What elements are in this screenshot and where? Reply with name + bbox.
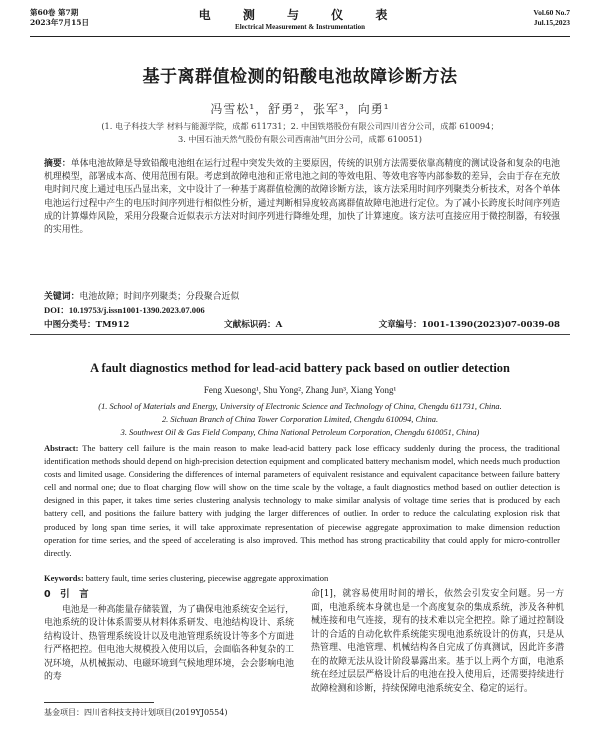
header-right [533,8,570,28]
article-number: 文章编号：1001-1390(2023)07-0039-08 [378,320,560,330]
footnote-rule [44,702,154,703]
keywords-cn-text: 电池故障；时间序列聚类；分段聚合近似 [79,292,240,302]
header-center [30,8,570,32]
date-cn: 2023年7月15日 [30,18,90,27]
volume-cn: 第60卷 第7期 [30,8,79,17]
section-rule [30,334,570,335]
paper-title-cn: 基于离群值检测的铅酸电池故障诊断方法 [142,67,458,87]
paper-title-en: A fault diagnostics method for lead-acid battery pack based on outlier detection [90,361,510,375]
clc-number: 中图分类号：TM912 [44,320,130,330]
affiliation-line: (1. School of Materials and Energy, University of Electronic Science and Technology of China, Chengdu 611731, China. [98,402,502,411]
funding-note: 基金项目：四川省科技支持计划项目(2019YJ0554) [44,708,228,717]
affiliations-en [40,400,560,439]
header-rule [30,36,570,37]
running-header [30,8,570,36]
keywords-cn-label: 关键词： [44,292,80,302]
affiliation-line: 3. Southwest Oil & Gas Field Company, China National Petroleum Corporation, Chengdu 610051, China) [120,428,480,437]
abstract-cn [44,158,560,237]
body-column-left [44,588,294,685]
abstract-cn-text: 单体电池故障是导致铅酸电池组在运行过程中突发失效的主要原因，传统的识别方法需要依靠高精度的测试设备和复杂的电池机理模型，部署成本高、使用范围有限。考虑到故障电池和正常电池之间的等效电阻、等效电容等内部参数的差异，会由于存在充放电时间尺度上通过电压凸显出来，文中设计了一种基于离群值检测的故障诊断方法，该方法采用时间序列聚类分析技术，对各个单体电池运行过程中产生的电压时间序列进行相似性分析，通过判断相异度较高离群值故障电池进行定位。为了减小长跨度长时间序列造成的计算爆炸风险，采用分段聚合近似表示方法对时间序列进行降维处理，加快了计算速度。该方法可直接应用于微控制器，有较强的实用性。 [44,159,561,236]
affiliation-line: 2. Sichuan Branch of China Tower Corporation Limited, Chengdu 610094, China. [161,415,439,424]
abstract-en [44,442,560,560]
document-code: 文献标识码：A [224,320,283,330]
abstract-en-text: The battery cell failure is the main reason to make lead-acid battery pack lose efficacy suddenly during the process, the traditional identification methods should depend on high-precision detection equipment and complicated battery mechanism model, which needs much production costs and limited usage. Considering the differences of internal parameters of equivalent resistance and equivalent capacitance between failure battery cell and normal one; due to float charging flow will show on the time scale by the voltage, a fault diagnostics method based on outlier detection is designed in this paper, it takes time series clustering analysis technology to make similar analysis of voltage time series that is produced by each battery cell, and positions the failure battery with judging the larger differences of outlier. In order to reduce the calculating explosion risk that produced by long span time series, it will take approximate representation of piecewise aggregate approximation to make dimension reduction operation for time series, and the speed of accelerating is also improved. This method has strong practicability that could apply for micro-controller directly. [44,443,560,558]
intro-paragraph-continued: 命[1]，就容易使用时间的增长，依然会引发安全问题。另一方面，电池系统本身就也是一个高度复杂的集成系统，涉及各种机械连接和电气连接，现有的技术难以完全把控。除了通过控制设计的合适的自动化软件系统能实现电池系统设计的仿真，只是从热管理、电池管理、机械结构各自完成了仿真测试，因此许多潜在的故障无法从设计阶段暴露出来。基于以上两个方面，电池系统在经过层层严格设计后的电池在投入使用后，还需要持续进行故障检测和诊断，持续保障电池系统安全、稳定的运行。 [311,589,564,694]
keywords-en-label: Keywords: [44,573,84,583]
affiliation-line: (1. 电子科技大学 材料与能源学院，成都 611731；2. 中国铁塔股份有限公司四川省分公司，成都 610094； [101,121,499,131]
authors-cn: 冯雪松¹，舒勇²，张军³，向勇¹ [210,102,390,116]
date-en: Jul.15,2023 [533,18,570,27]
classification-row [44,318,560,331]
affiliation-line: 3. 中国石油天然气股份有限公司西南油气田分公司，成都 610051) [178,134,422,144]
abstract-cn-label: 摘要： [44,159,71,169]
affiliations-cn [40,120,560,146]
keywords-en-text: battery fault, time series clustering, piecewise aggregate approximation [85,573,329,583]
journal-name-en: Electrical Measurement & Instrumentation [235,23,365,31]
authors-en: Feng Xuesong¹, Shu Yong², Zhang Jun³, Xiang Yong¹ [203,385,397,395]
intro-paragraph: 电池是一种高能量存储装置，为了确保电池系统安全运行，电池系统的设计体系需要从材料体系研发、电池结构设计、系统结构设计、热管理系统设计以及电池管理系统设计等多个方面进行严格把控。但电池大规模投入使用以后，会面临各种复杂的工况环境，从机械振动、电磁环境到气候地理环境，会会影响电池的寿 [44,604,294,682]
body-column-right [311,588,564,696]
abstract-en-label: Abstract: [44,443,79,453]
keywords-en [44,572,560,585]
doi[interactable]: DOI：10.19753/j.issn1001-1390.2023.07.006 [44,305,205,315]
keywords-cn [44,291,560,304]
volume-en: Vol.60 No.7 [533,8,570,17]
journal-name-cn: 电 测 与 仪 表 [198,8,402,22]
section-heading-intro: 0 引 言 [44,589,89,600]
